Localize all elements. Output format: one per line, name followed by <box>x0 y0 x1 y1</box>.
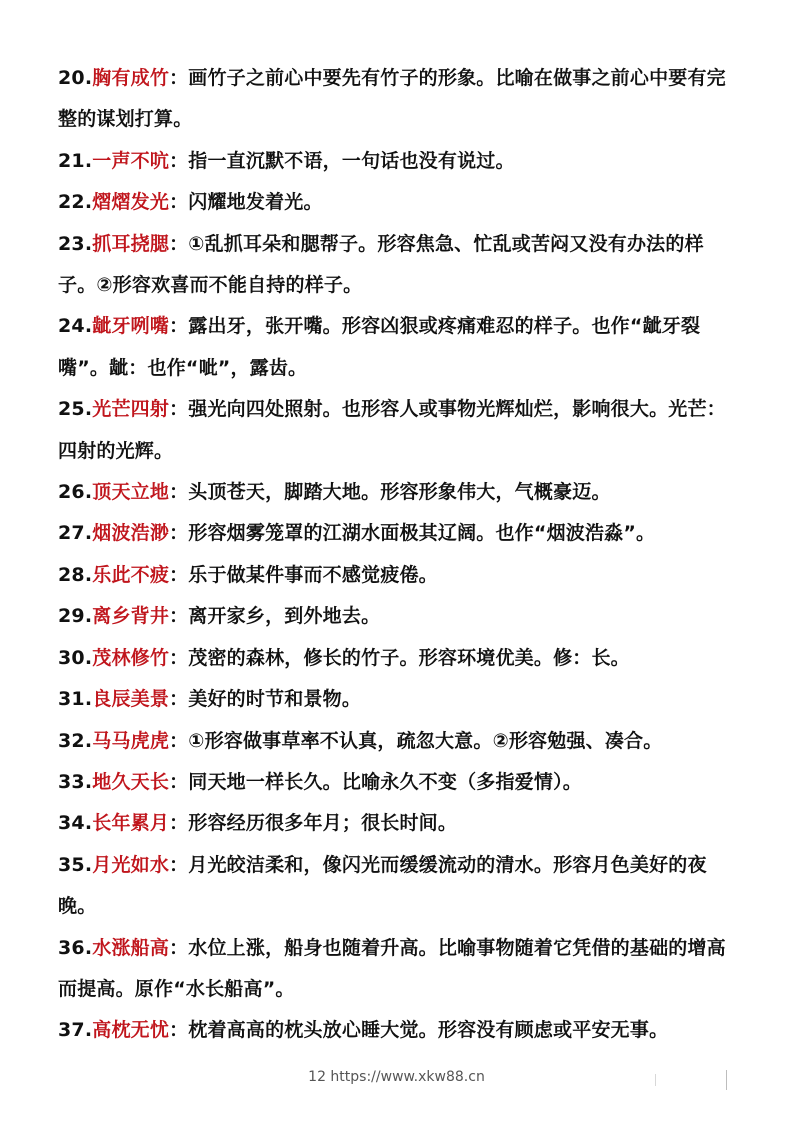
idiom-entry <box>58 58 736 141</box>
term-separator: ： <box>169 770 189 793</box>
idiom-term: 龇牙咧嘴 <box>92 315 170 338</box>
idiom-term: 熠熠发光 <box>92 191 170 214</box>
footer-divider <box>655 1074 656 1086</box>
term-separator: ： <box>169 481 189 504</box>
idiom-term: 离乡背井 <box>92 605 170 628</box>
term-separator: ： <box>169 1019 189 1042</box>
idiom-term: 良辰美景 <box>92 688 170 711</box>
idiom-entry <box>58 182 736 223</box>
entry-number: 33. <box>58 770 93 793</box>
entry-number: 29. <box>58 605 93 628</box>
entry-number: 35. <box>58 853 93 876</box>
term-separator: ： <box>169 688 189 711</box>
idiom-definition: 乐于做某件事而不感觉疲倦。 <box>188 563 438 586</box>
idiom-entry <box>58 638 736 679</box>
term-separator: ： <box>169 191 189 214</box>
entry-number: 23. <box>58 232 93 255</box>
idiom-term: 水涨船高 <box>92 936 170 959</box>
entry-number: 28. <box>58 563 93 586</box>
idiom-entry <box>58 141 736 182</box>
idiom-term: 地久天长 <box>92 770 170 793</box>
idiom-term: 乐此不疲 <box>92 563 170 586</box>
term-separator: ： <box>169 605 189 628</box>
idiom-term: 抓耳挠腮 <box>92 232 170 255</box>
idiom-definition: 形容经历很多年月；很长时间。 <box>188 812 458 835</box>
entry-number: 34. <box>58 812 93 835</box>
idiom-definition: 茂密的森林，修长的竹子。形容环境优美。修：长。 <box>188 646 630 669</box>
term-separator: ： <box>169 67 189 89</box>
entry-number: 36. <box>58 936 93 959</box>
term-separator: ： <box>169 315 189 338</box>
idiom-entry <box>58 803 736 844</box>
idiom-term: 烟波浩渺 <box>92 522 170 545</box>
term-separator: ： <box>169 646 189 669</box>
term-separator: ： <box>169 522 189 545</box>
idiom-entry <box>58 224 736 307</box>
entry-number: 24. <box>58 315 93 338</box>
idiom-definition: 月光皎洁柔和，像闪光而缓缓流动的清水。形容月色美好的夜晚。 <box>58 853 707 918</box>
idiom-entry <box>58 845 736 928</box>
idiom-term: 一声不吭 <box>92 149 170 172</box>
idiom-entry <box>58 762 736 803</box>
entry-number: 30. <box>58 646 93 669</box>
idiom-entry <box>58 555 736 596</box>
idiom-definition: 露出牙，张开嘴。形容凶狠或疼痛难忍的样子。也作“龇牙裂嘴”。龇：也作“呲”，露齿。 <box>58 315 701 379</box>
footer-divider <box>726 1070 727 1090</box>
entry-number: 20. <box>58 67 93 89</box>
idiom-term: 顶天立地 <box>92 481 170 504</box>
term-separator: ： <box>169 729 189 752</box>
term-separator: ： <box>169 232 189 255</box>
idiom-entry <box>58 928 736 1011</box>
entry-number: 32. <box>58 729 93 752</box>
footer-text: 12 https://www.xkw88.cn <box>308 1069 485 1085</box>
entry-number: 27. <box>58 522 93 545</box>
term-separator: ： <box>169 853 189 876</box>
idiom-definition: 枕着高高的枕头放心睡大觉。形容没有顾虑或平安无事。 <box>188 1019 669 1042</box>
entry-number: 22. <box>58 191 93 214</box>
entry-number: 37. <box>58 1019 93 1042</box>
idiom-entry <box>58 679 736 720</box>
idiom-definition: ①乱抓耳朵和腮帮子。形容焦急、忙乱或苦闷又没有办法的样子。②形容欢喜而不能自持的样子。 <box>58 232 704 297</box>
term-separator: ： <box>169 936 189 959</box>
idiom-term: 光芒四射 <box>92 398 170 421</box>
idiom-entry <box>58 472 736 513</box>
term-separator: ： <box>169 149 189 172</box>
page-footer <box>0 1069 793 1085</box>
idiom-definition: 水位上涨，船身也随着升高。比喻事物随着它凭借的基础的增高而提高。原作“水长船高”。 <box>58 936 726 1000</box>
idiom-term: 长年累月 <box>92 812 170 835</box>
term-separator: ： <box>169 812 189 835</box>
idiom-definition: 美好的时节和景物。 <box>188 688 362 711</box>
idiom-term: 月光如水 <box>92 853 170 876</box>
idiom-term: 高枕无忧 <box>92 1019 170 1042</box>
term-separator: ： <box>169 563 189 586</box>
idiom-entry <box>58 389 736 472</box>
entry-number: 26. <box>58 481 93 504</box>
entry-number: 21. <box>58 149 93 172</box>
idiom-definition: 强光向四处照射。也形容人或事物光辉灿烂，影响很大。光芒：四射的光辉。 <box>58 398 726 462</box>
idiom-entry <box>58 513 736 554</box>
term-separator: ： <box>169 398 189 421</box>
idiom-definition: 同天地一样长久。比喻永久不变（多指爱情）。 <box>188 770 582 793</box>
idiom-definition: 闪耀地发着光。 <box>188 191 323 214</box>
idiom-term: 胸有成竹 <box>92 67 170 89</box>
idiom-term: 茂林修竹 <box>92 646 170 669</box>
idiom-entry <box>58 721 736 762</box>
idiom-entry <box>58 596 736 637</box>
idiom-definition: 离开家乡，到外地去。 <box>188 605 381 628</box>
idiom-term: 马马虎虎 <box>92 729 170 752</box>
entry-number: 31. <box>58 688 93 711</box>
idiom-definition: 形容烟雾笼罩的江湖水面极其辽阔。也作“烟波浩淼”。 <box>188 522 656 545</box>
idiom-entry <box>58 306 736 389</box>
idiom-definition: 指一直沉默不语，一句话也没有说过。 <box>188 149 515 172</box>
entry-number: 25. <box>58 398 93 421</box>
idiom-list <box>58 58 736 1052</box>
idiom-definition: 头顶苍天，脚踏大地。形容形象伟大，气概豪迈。 <box>188 481 611 504</box>
idiom-definition: 画竹子之前心中要先有竹子的形象。比喻在做事之前心中要有完整的谋划打算。 <box>58 67 726 131</box>
idiom-definition: ①形容做事草率不认真，疏忽大意。②形容勉强、凑合。 <box>188 729 663 752</box>
idiom-entry <box>58 1010 736 1051</box>
